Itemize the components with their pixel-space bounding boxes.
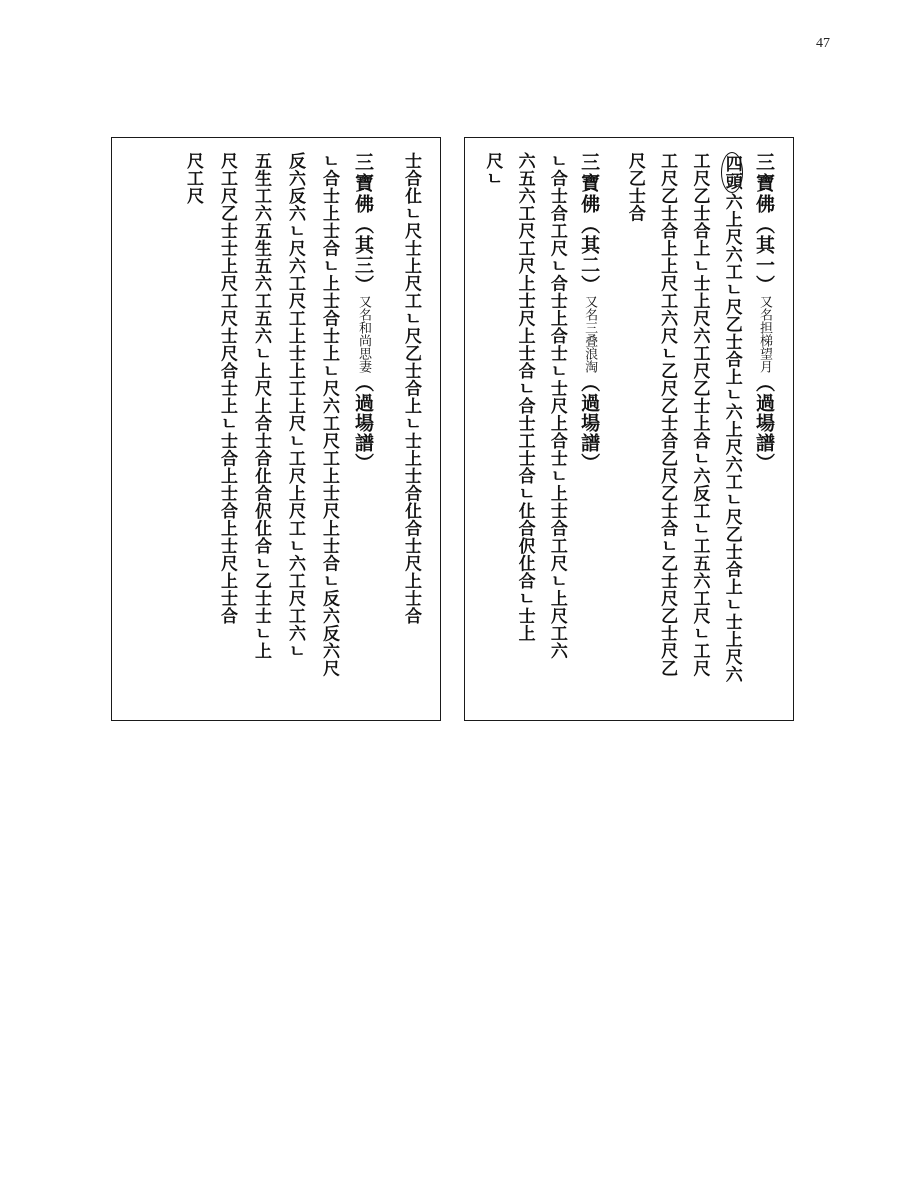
piece1-title: 三寶佛 <box>753 152 775 215</box>
piece2-score-line-1: ㄴ合士合工尺ㄴ合士上合士ㄴ士尺上合士ㄴ上士合工尺ㄴ上尺工六 <box>546 152 567 660</box>
score-columns-right <box>479 152 779 706</box>
piece1-genre: （過場譜） <box>753 373 775 473</box>
piece3-score-line-4: 尺工尺乙士士上尺工尺士尺合士上ㄴ士合上士合上士尺上士合 <box>217 152 237 625</box>
piece1-title-column <box>751 152 779 706</box>
piece2-title: 三寶佛 <box>578 152 601 215</box>
piece2-alt-name: 又名三叠浪淘 <box>582 295 598 373</box>
piece3-title-column <box>348 152 378 706</box>
piece2-score-line-3: 尺ㄴ <box>482 152 503 187</box>
piece1-score-line-2: 工尺乙士合上ㄴ士上尺六工尺乙士上合ㄴ六反工ㄴ工五六工尺ㄴ工尺 <box>689 152 710 677</box>
page-number: 47 <box>816 36 830 51</box>
piece1-number: （其一） <box>753 215 775 295</box>
piece2-number: （其二） <box>578 215 601 295</box>
score-plate-left <box>111 137 441 721</box>
score-plate-right <box>464 137 794 721</box>
piece3-score-line-1: ㄴ合士上士合ㄴ上士合士上ㄴ尺六工尺工上士尺上士合ㄴ反六反六尺 <box>319 152 339 677</box>
score-columns-left <box>126 152 426 706</box>
piece3-title: 三寶佛 <box>352 152 374 215</box>
piece3-score-line-2: 反六反六ㄴ尺六工尺工上士上工上尺ㄴ工尺上尺工ㄴ六工尺工六ㄴ <box>285 152 305 660</box>
piece2-score-line-2: 六五六工尺工尺上士尺上士合ㄴ合士工士合ㄴ仩合伬仩合ㄴ士上 <box>514 152 535 642</box>
piece1-alt-name: 又名担梯望月 <box>757 295 772 373</box>
head-mark: 四頭 <box>721 152 743 193</box>
continued-score-line: 士合仩ㄴ尺士上尺工ㄴ尺乙士合上ㄴ士上士合仩合士尺上士合 <box>401 152 421 625</box>
piece2-title-column <box>576 152 604 706</box>
piece3-genre: （過場譜） <box>352 373 374 473</box>
piece3-score-line-5: 尺工尺 <box>183 152 203 205</box>
piece3-number: （其三） <box>352 215 374 295</box>
piece2-genre: （過場譜） <box>578 373 601 473</box>
piece1-score-line-1 <box>718 152 746 706</box>
piece3-alt-name: 又名和尚思妻 <box>356 295 371 373</box>
score-text: 六上尺六工ㄴ尺乙士合上ㄴ六上尺六工ㄴ尺乙士合上ㄴ士上尺六 <box>721 193 742 683</box>
column-gap <box>608 152 617 706</box>
piece1-score-line-3: 工尺乙士合上上尺工六尺ㄴ乙尺乙士合乙尺乙士合ㄴ乙士尺乙士尺乙 <box>657 152 678 677</box>
column-gap <box>382 152 392 706</box>
piece3-score-line-3: 五生工六五生五六工五六ㄴ上尺上合士合仩合伬仩合ㄴ乙士士ㄴ上 <box>251 152 271 660</box>
piece1-score-line-4: 尺乙士合 <box>624 152 645 222</box>
